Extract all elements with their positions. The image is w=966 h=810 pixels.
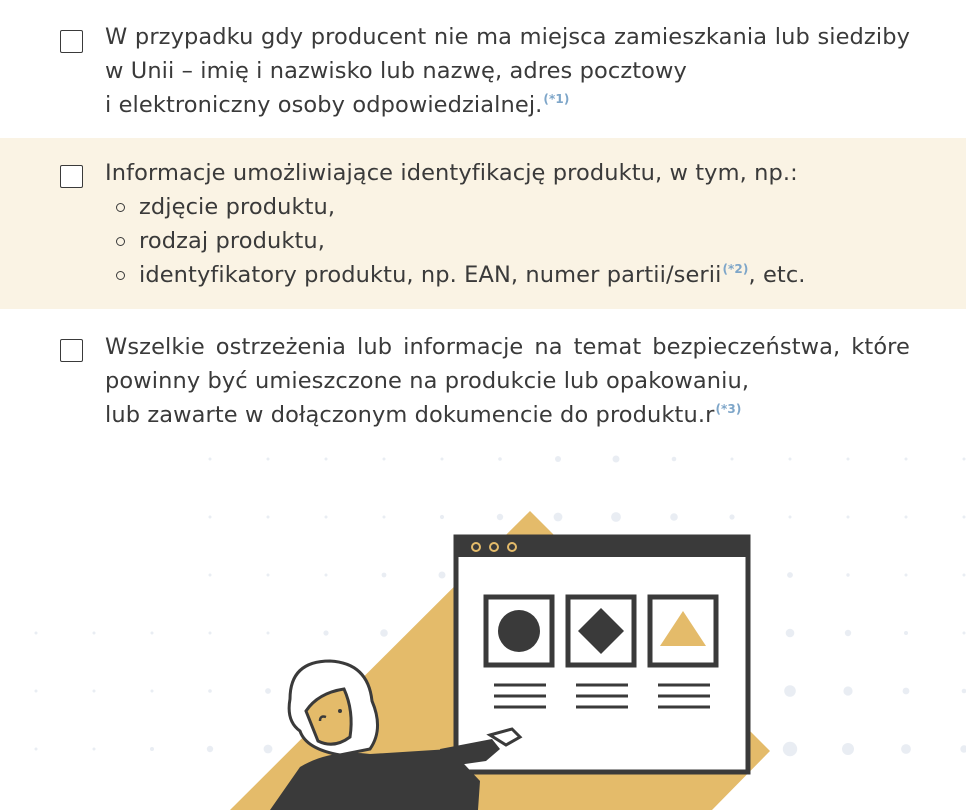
background-dot (207, 746, 213, 752)
background-dot (789, 458, 792, 461)
background-dot (731, 458, 734, 461)
background-dot (93, 690, 96, 693)
bullet-suffix: , etc. (748, 262, 806, 288)
text-line: Wszelkie ostrzeżenia lub informacje na temat bezpieczeństwa, (105, 334, 841, 360)
background-dot (789, 516, 792, 519)
checklist-item-2-text (105, 156, 910, 292)
bullet-text: identyfikatory produktu, np. EAN, numer partii/serii (139, 262, 722, 288)
background-dot (963, 458, 966, 461)
background-dot (904, 631, 908, 635)
background-dot (672, 457, 677, 462)
checkbox-2[interactable] (60, 165, 83, 188)
checkbox-3[interactable] (60, 339, 83, 362)
background-dot (905, 516, 908, 519)
background-dot (905, 574, 908, 577)
background-dot (960, 745, 966, 752)
background-dot (901, 744, 911, 754)
checkbox-1[interactable] (60, 30, 83, 53)
background-dot (267, 516, 270, 519)
background-dot (555, 456, 561, 462)
background-dot (439, 572, 446, 579)
background-dot (93, 748, 96, 751)
item-intro: Informacje umożliwiające identyfikację produktu, w tym, np.: (105, 160, 798, 186)
background-dot (382, 573, 387, 578)
text-line: siedziby w Unii – imię i nazwisko lub nazwę, adres pocztowy (105, 24, 910, 84)
background-dot (847, 458, 850, 461)
background-dot (325, 516, 328, 519)
checklist-item-3-text (105, 330, 910, 432)
background-dot (151, 632, 154, 635)
background-dot (209, 574, 212, 577)
background-dot (267, 574, 270, 577)
checklist-item-3 (0, 309, 966, 449)
background-dot (847, 516, 850, 519)
bullet-item (113, 258, 910, 292)
background-dot (962, 689, 966, 694)
background-dot (786, 629, 795, 638)
text-line: które powinny być umieszczone na produkcie lub opakowaniu, (105, 334, 910, 394)
background-dot (209, 458, 212, 461)
background-dot (35, 748, 38, 751)
background-dot (380, 629, 388, 637)
background-dot (843, 686, 852, 695)
checklist-item-1 (0, 0, 966, 138)
footnote-ref-2[interactable]: (*2) (722, 262, 749, 276)
background-dot (323, 630, 328, 635)
background-dot (903, 688, 910, 695)
product-illustration (0, 449, 966, 810)
bullet-item: rodzaj produktu, (113, 224, 910, 258)
background-dot (265, 688, 271, 694)
background-dot (383, 516, 386, 519)
background-dot (845, 630, 851, 636)
background-dot (35, 690, 38, 693)
background-dot (93, 632, 96, 635)
background-dot (325, 458, 328, 461)
background-dot (729, 514, 734, 519)
background-dot (963, 516, 966, 519)
footnote-ref-1[interactable]: (*1) (543, 92, 570, 106)
background-dot (498, 457, 502, 461)
background-dot (151, 690, 154, 693)
text-line: lub zawarte w dołączonym dokumencie do produktu.r (105, 402, 715, 428)
circle-shape-icon (498, 610, 540, 652)
background-dot (846, 573, 849, 576)
background-dot (383, 458, 386, 461)
checklist-item-1-text (105, 20, 910, 122)
bullet-list (105, 190, 910, 292)
background-dot (267, 458, 270, 461)
background-dot (264, 745, 273, 754)
footnote-ref-3[interactable]: (*3) (715, 402, 742, 416)
checklist-item-2 (0, 138, 966, 309)
background-dot (554, 513, 563, 522)
text-line: i elektroniczny osoby odpowiedzialnej. (105, 92, 543, 118)
background-dot (613, 456, 620, 463)
background-dot (497, 514, 503, 520)
background-dot (787, 572, 793, 578)
background-dot (35, 632, 38, 635)
background-dot (611, 512, 621, 522)
background-dot (842, 743, 854, 755)
background-dot (784, 685, 796, 697)
bullet-item: zdjęcie produktu, (113, 190, 910, 224)
background-dot (963, 574, 966, 577)
background-dot (208, 689, 212, 693)
background-dot (209, 632, 212, 635)
background-dot (783, 742, 797, 756)
background-dot (670, 513, 678, 521)
background-dot (441, 458, 444, 461)
background-dot (209, 516, 212, 519)
text-line: W przypadku gdy producent nie ma miejsca zamieszkania lub (105, 24, 810, 50)
background-dot (440, 515, 444, 519)
background-dot (905, 458, 908, 461)
background-dot (150, 747, 154, 751)
background-dot (267, 632, 270, 635)
background-dot (325, 574, 328, 577)
background-dot (963, 632, 966, 635)
